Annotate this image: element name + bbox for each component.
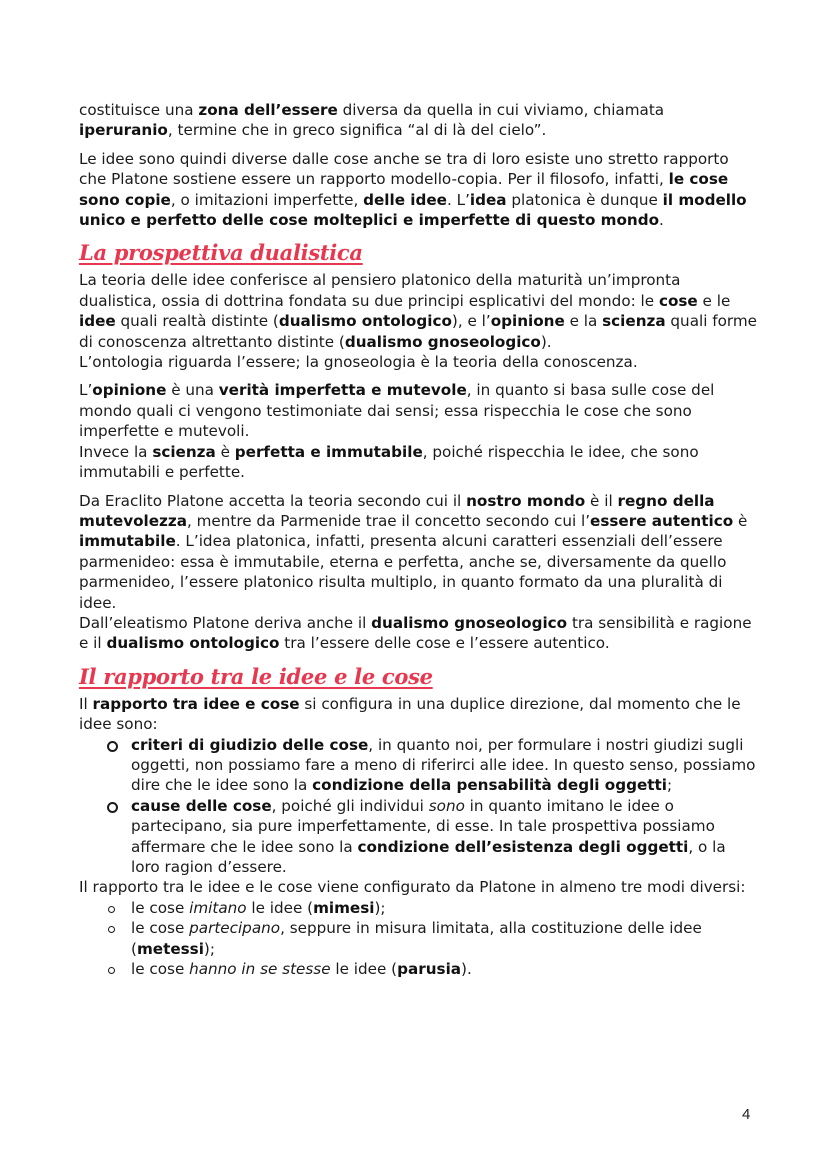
eleatismo-paragraph: Dall’eleatismo Platone deriva anche il dualismo gnoseologico tra sensibilità e ragione e il dualismo ontologico tra l’essere delle cose e l’essere autentico. — [79, 613, 752, 653]
dualism-paragraph: La teoria delle idee conferisce al pensiero platonico della maturità un’impronta dualistica, ossia di dottrina fondata su due principi esplicativi del mondo: le cose e le idee quali realtà distinte (dualismo ontologico), e l’opinione e la scienza quali forme di conoscenza altrettanto distinte (dualismo gnoseologico). — [79, 271, 758, 351]
section-heading-dualistica: La prospettiva dualistica — [79, 240, 363, 266]
intro-paragraph-2: Le idee sono quindi diverse dalle cose anche se tra di loro esiste uno stretto rapporto che Platone sostiene essere un rapporto modello-copia. Per il filosofo, infatti, le cose sono copie, o imitazioni imperfette, delle idee. L’idea platonica è dunque il modello unico e perfetto delle cose molteplici e imperfette di questo mondo. — [79, 149, 747, 230]
list-item-parusia: le cose hanno in se stesse le idee (parusia). — [131, 959, 759, 979]
ontology-definition: L’ontologia riguarda l’essere; la gnoseologia è la teoria della conoscenza. — [79, 353, 638, 372]
list-item-metessi: le cose partecipano, seppure in misura limitata, alla costituzione delle idee (metessi); — [131, 918, 759, 959]
page-content — [79, 100, 759, 979]
opinion-paragraph: L’opinione è una verità imperfetta e mutevole, in quanto si basa sulle cose del mondo quali ci vengono testimoniate dai sensi; essa rispecchia le cose che sono imperfette e mutevoli. — [79, 381, 715, 441]
modi-list — [79, 898, 759, 980]
section-heading-rapporto: Il rapporto tra le idee e le cose — [79, 663, 433, 689]
intro-paragraph-1: costituisce una zona dell’essere diversa da quella in cui viviamo, chiamata iperuranio, termine che in greco significa “al di là del cielo”. — [79, 101, 665, 140]
modi-intro: Il rapporto tra le idee e le cose viene configurato da Platone in almeno tre modi diversi: — [79, 878, 746, 897]
eraclito-paragraph: Da Eraclito Platone accetta la teoria secondo cui il nostro mondo è il regno della mutevolezza, mentre da Parmenide trae il concetto secondo cui l’essere autentico è immutabile. L’idea platonica, infatti, presenta alcuni caratteri essenziali dell’essere parmenideo: essa è immutabile, eterna e perfetta, anche se, diversamente da quello parmenideo, l’essere platonico risulta multiplo, in quanto formato da una pluralità di idee. — [79, 491, 748, 612]
list-item-criteri: criteri di giudizio delle cose, in quanto noi, per formulare i nostri giudizi sugli oggetti, non possiamo fare a meno di riferirci alle idee. In questo senso, possiamo dire che le idee sono la condizione della pensabilità degli oggetti; — [131, 735, 759, 796]
list-item-mimesi: le cose imitano le idee (mimesi); — [131, 898, 759, 918]
page-number: 4 — [742, 1106, 751, 1123]
science-paragraph: Invece la scienza è perfetta e immutabile, poiché rispecchia le idee, che sono immutabili e perfette. — [79, 442, 699, 482]
rapporto-intro: Il rapporto tra idee e cose si configura in una duplice direzione, dal momento che le idee sono: — [79, 694, 741, 734]
idee-roles-list — [79, 735, 759, 878]
list-item-cause: cause delle cose, poiché gli individui sono in quanto imitano le idee o partecipano, sia pure imperfettamente, di esse. In tale prospettiva possiamo affermare che le idee sono la condizione dell’esistenza degli oggetti, o la loro ragion d’essere. — [131, 796, 759, 878]
